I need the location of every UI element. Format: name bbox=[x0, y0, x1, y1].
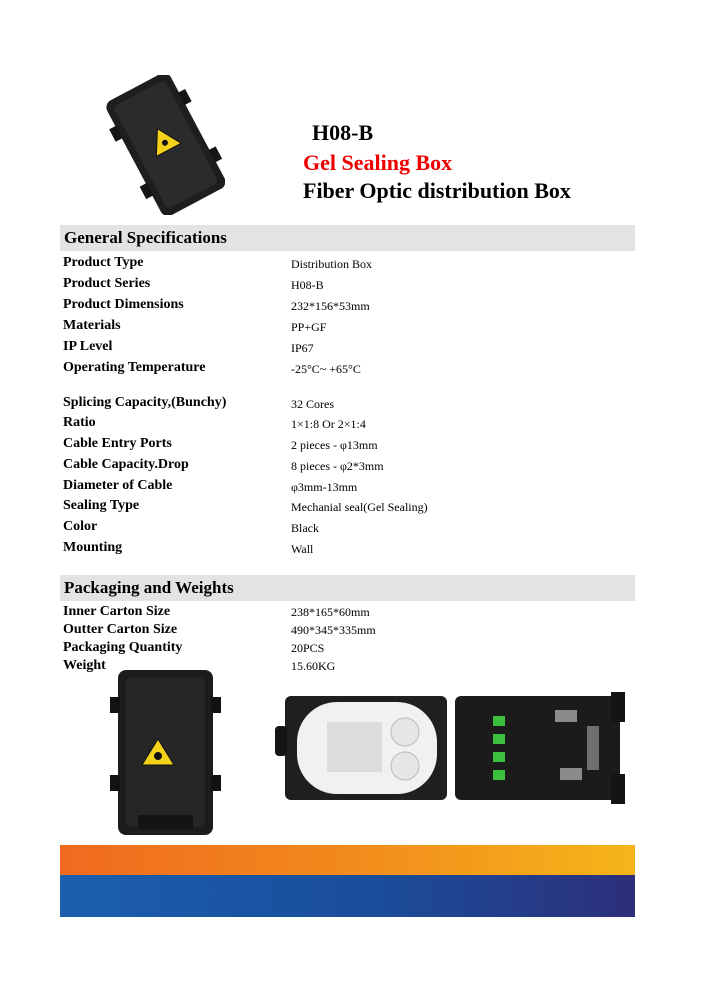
packaging-label: Packaging Quantity bbox=[63, 640, 183, 655]
spec-label: Sealing Type bbox=[63, 498, 140, 513]
spec-label: Product Series bbox=[63, 276, 151, 291]
spec-value: Mechanial seal(Gel Sealing) bbox=[291, 500, 428, 514]
spec-value: H08-B bbox=[291, 278, 324, 292]
spec-value: 32 Cores bbox=[291, 397, 334, 411]
spec-value: φ3mm-13mm bbox=[291, 480, 358, 494]
spec-value: Wall bbox=[291, 542, 314, 556]
packaging-label: Outter Carton Size bbox=[63, 622, 178, 637]
spec-label: Ratio bbox=[63, 415, 96, 430]
product-image-closed-front bbox=[108, 665, 223, 840]
packaging-label: Weight bbox=[63, 658, 106, 673]
spec-value: PP+GF bbox=[291, 320, 327, 334]
spec-label: Cable Capacity.Drop bbox=[63, 457, 189, 472]
spec-value: 232*156*53mm bbox=[291, 299, 370, 313]
spec-value: Black bbox=[291, 521, 319, 535]
product-image-open-box bbox=[275, 688, 630, 808]
spec-label: Cable Entry Ports bbox=[63, 436, 172, 451]
spec-label: Splicing Capacity,(Bunchy) bbox=[63, 395, 227, 410]
section-packaging-weights: Packaging and Weights bbox=[60, 575, 635, 601]
spec-value: 1×1:8 Or 2×1:4 bbox=[291, 417, 366, 431]
spec-label: Diameter of Cable bbox=[63, 478, 173, 493]
product-image-closed-box bbox=[105, 75, 225, 215]
spec-label: Color bbox=[63, 519, 98, 534]
product-model: H08-B bbox=[312, 120, 374, 145]
packaging-value: 490*345*335mm bbox=[291, 623, 376, 637]
spec-value: IP67 bbox=[291, 341, 314, 355]
spec-value: 8 pieces - φ2*3mm bbox=[291, 459, 384, 473]
packaging-value: 238*165*60mm bbox=[291, 605, 370, 619]
packaging-label: Inner Carton Size bbox=[63, 604, 171, 619]
spec-label: IP Level bbox=[63, 339, 113, 354]
packaging-value: 15.60KG bbox=[291, 659, 336, 673]
spec-label: Mounting bbox=[63, 540, 123, 555]
spec-label: Operating Temperature bbox=[63, 360, 206, 375]
decorative-band-orange bbox=[60, 845, 635, 875]
decorative-band-blue bbox=[60, 875, 635, 917]
spec-value: 2 pieces - φ13mm bbox=[291, 438, 378, 452]
spec-label: Product Type bbox=[63, 255, 144, 270]
spec-value: -25°C~ +65°C bbox=[291, 362, 361, 376]
spec-label: Product Dimensions bbox=[63, 297, 184, 312]
spec-label: Materials bbox=[63, 318, 121, 333]
packaging-value: 20PCS bbox=[291, 641, 325, 655]
spec-value: Distribution Box bbox=[291, 257, 373, 271]
product-subtitle-red: Gel Sealing Box bbox=[303, 150, 453, 175]
section-general-specifications: General Specifications bbox=[60, 225, 635, 251]
product-subtitle: Fiber Optic distribution Box bbox=[303, 178, 571, 203]
